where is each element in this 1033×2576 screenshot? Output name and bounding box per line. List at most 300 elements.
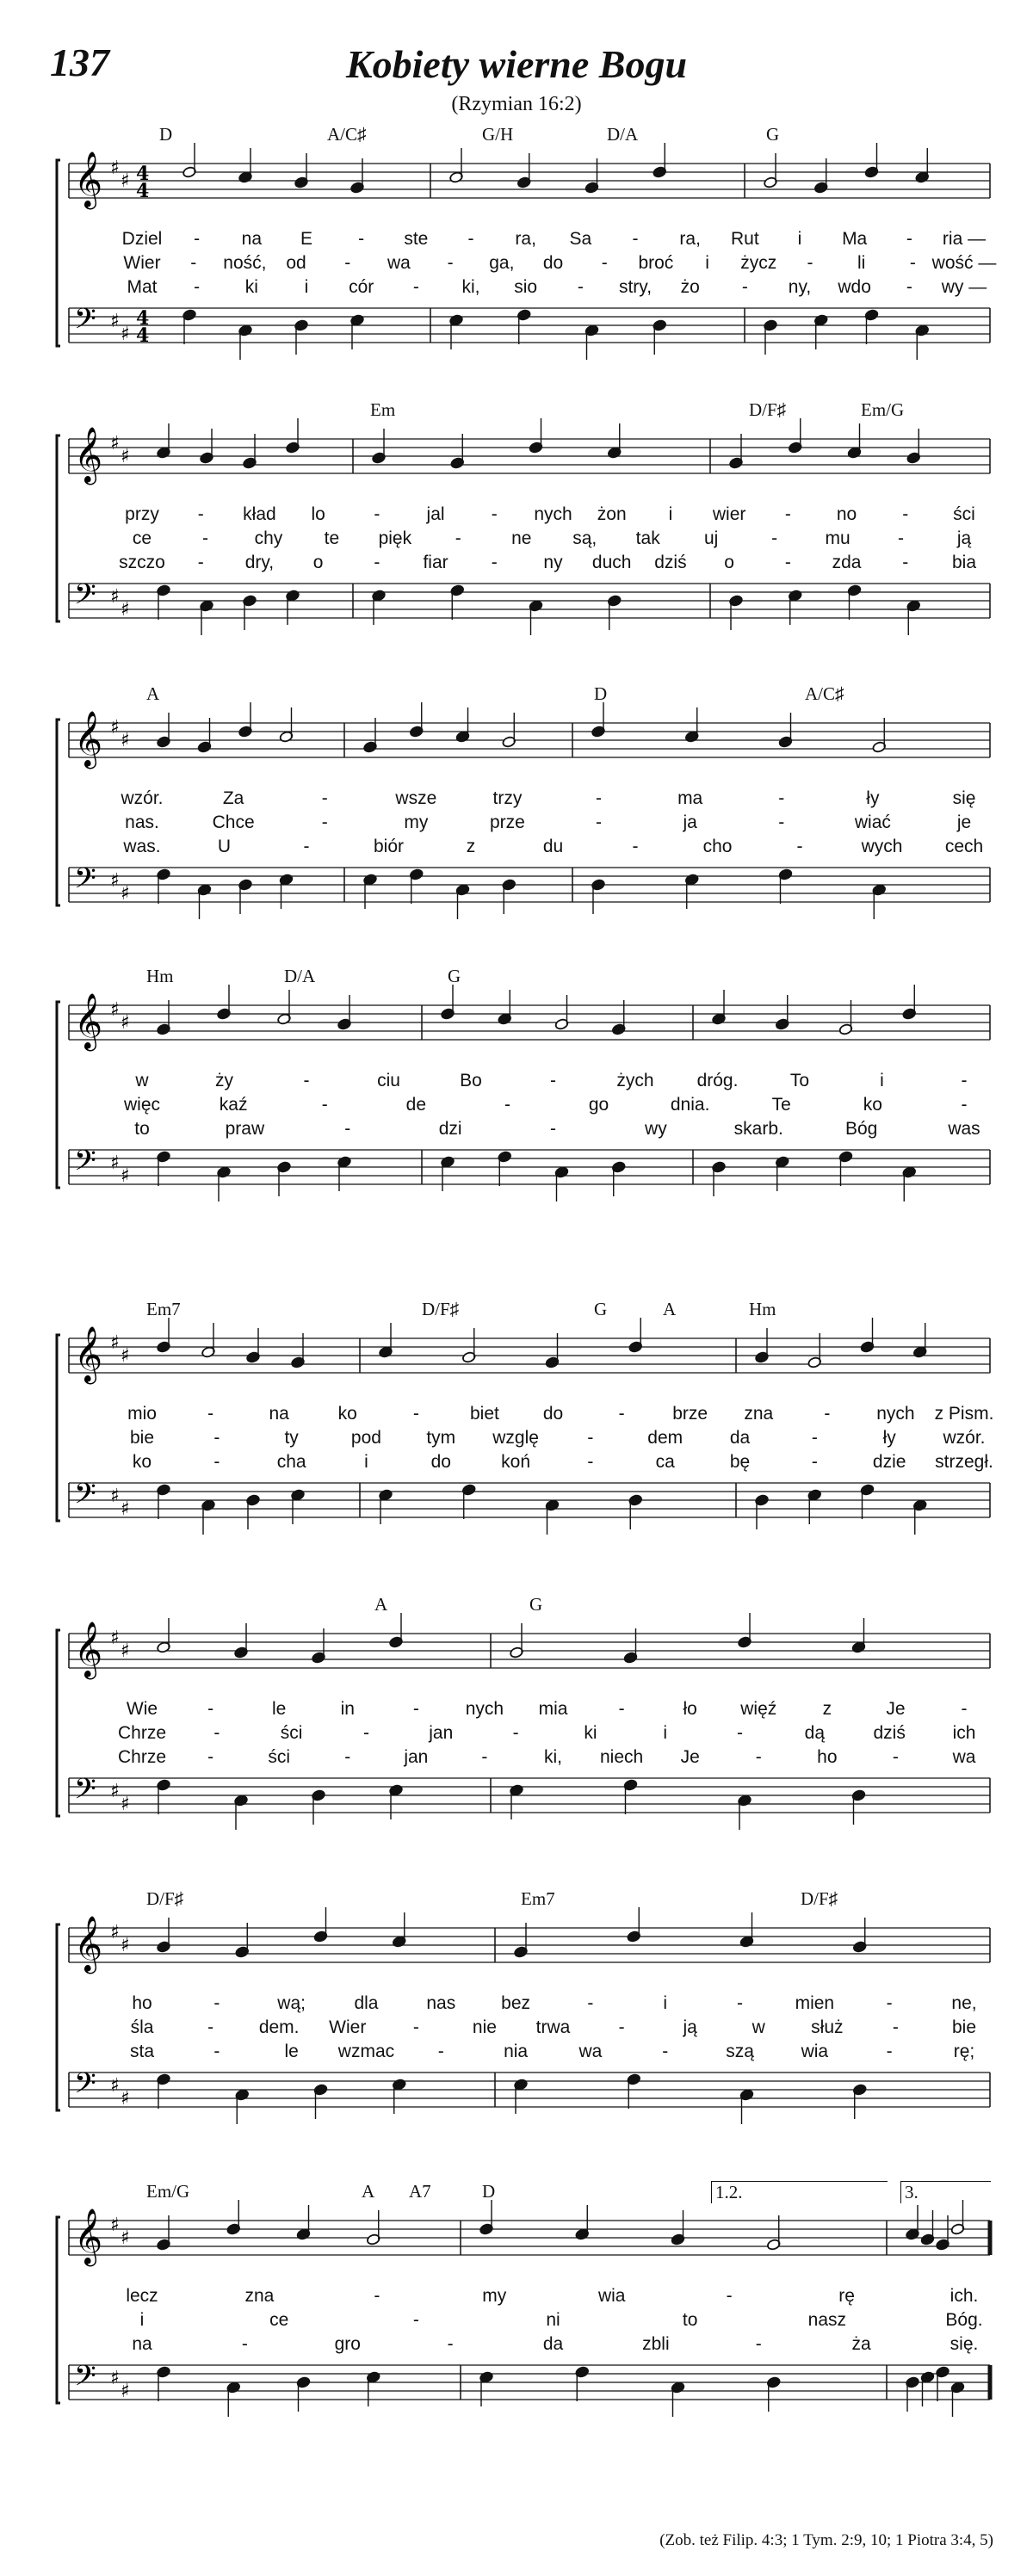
lyric-syllable: ne: [511, 528, 532, 548]
sharp-icon: ♯: [121, 2088, 130, 2110]
lyric-syllable: szczo: [119, 553, 165, 572]
lyric-hyphen: -: [961, 1699, 968, 1719]
lyric-syllable: jan: [429, 1723, 454, 1743]
lyric-syllable: zbli: [642, 2334, 670, 2354]
lyric-syllable: kaź: [219, 1095, 248, 1115]
sharp-icon: ♯: [110, 2075, 120, 2097]
lyric-hyphen: -: [807, 253, 813, 273]
lyric-hyphen: -: [344, 253, 351, 273]
sharp-icon: ♯: [121, 170, 130, 192]
sharp-icon: ♯: [121, 1498, 130, 1520]
lyric-syllable: ma: [677, 788, 703, 808]
lyric-hyphen: -: [909, 253, 916, 273]
sharp-icon: ♯: [121, 2227, 130, 2249]
lyric-syllable: się.: [949, 2334, 979, 2354]
chord-symbol: D: [594, 683, 608, 704]
treble-clef-icon: 𝄞: [74, 151, 103, 207]
chord-symbol: Em/G: [861, 399, 905, 420]
sharp-icon: ♯: [110, 1486, 120, 1507]
lyric-syllable: cór: [349, 277, 374, 297]
music-system: [0, 1594, 1033, 1857]
lyric-syllable: zda: [832, 553, 862, 572]
bass-clef-icon: 𝄢: [74, 303, 96, 343]
lyric-syllable: te: [324, 528, 340, 548]
staff-graphic: [0, 2186, 1033, 2444]
lyric-hyphen: -: [632, 229, 639, 249]
sharp-icon: ♯: [121, 1165, 130, 1187]
lyric-hyphen: -: [898, 528, 905, 548]
chord-symbol: D/F♯: [146, 1888, 184, 1909]
lyric-syllable: niech: [599, 1747, 644, 1767]
lyric-syllable: praw: [225, 1119, 265, 1139]
chord-symbol: D: [482, 2181, 496, 2202]
lyric-syllable: ca: [655, 1452, 675, 1472]
sharp-icon: ♯: [121, 446, 130, 467]
sharp-icon: ♯: [110, 870, 120, 892]
lyric-syllable: ga,: [489, 253, 515, 273]
lyric-syllable: go: [588, 1095, 609, 1115]
lyric-syllable: ły: [866, 788, 880, 808]
lyric-syllable: pięk: [378, 528, 412, 548]
chord-symbol: G: [594, 1299, 608, 1319]
lyric-hyphen: -: [601, 253, 608, 273]
lyric-syllable: ły: [882, 1428, 896, 1448]
lyric-syllable: nia: [504, 2042, 529, 2061]
chord-symbol: A/C♯: [805, 683, 844, 704]
lyric-hyphen: -: [241, 2334, 248, 2354]
lyric-hyphen: -: [213, 1428, 220, 1448]
lyric-hyphen: -: [194, 229, 201, 249]
lyric-syllable: Ma: [842, 229, 868, 249]
lyric-syllable: U: [217, 837, 232, 856]
lyric-hyphen: -: [303, 1071, 310, 1090]
lyric-hyphen: -: [587, 1452, 594, 1472]
lyric-syllable: fiar: [423, 553, 448, 572]
lyric-syllable: wy: [645, 1119, 667, 1139]
lyric-syllable: dą: [804, 1723, 826, 1743]
chord-symbol: Em/G: [146, 2181, 190, 2202]
lyric-syllable: szą: [726, 2042, 754, 2061]
lyric-syllable: ne,: [951, 1993, 977, 2013]
bass-clef-icon: 𝄢: [74, 862, 96, 902]
sharp-icon: ♯: [121, 1794, 130, 1815]
lyric-hyphen: -: [344, 1747, 351, 1767]
lyric-syllable: E: [300, 229, 313, 249]
lyric-syllable: wzglę: [492, 1428, 539, 1448]
lyric-syllable: są,: [572, 528, 597, 548]
lyric-syllable: Je: [680, 1747, 700, 1767]
lyric-syllable: ści: [953, 504, 975, 524]
lyric-syllable: jan: [404, 1747, 429, 1767]
lyric-syllable: li: [857, 253, 866, 273]
lyric-syllable: żych: [616, 1071, 654, 1090]
lyric-hyphen: -: [632, 837, 639, 856]
lyric-syllable: do: [542, 253, 564, 273]
scripture-references: (Zob. też Filip. 4:3; 1 Tym. 2:9, 10; 1 Piotra 3:4, 5): [659, 2531, 993, 2549]
lyric-hyphen: -: [190, 253, 197, 273]
lyric-syllable: na: [241, 229, 263, 249]
lyric-syllable: stry,: [618, 277, 653, 297]
lyric-hyphen: -: [587, 1428, 594, 1448]
lyric-syllable: więc: [123, 1095, 161, 1115]
lyric-syllable: Wier: [329, 2017, 367, 2037]
lyric-syllable: wy —: [941, 277, 987, 297]
lyric-hyphen: -: [811, 1428, 818, 1448]
sharp-icon: ♯: [110, 311, 120, 332]
sharp-icon: ♯: [110, 586, 120, 608]
lyric-syllable: gro: [334, 2334, 361, 2354]
system-bracket: [57, 1924, 60, 2110]
lyric-syllable: wzmac: [337, 2042, 395, 2061]
music-system: [0, 1299, 1033, 1562]
lyric-syllable: wa: [387, 253, 411, 273]
chord-symbol: A: [374, 1594, 388, 1615]
chord-symbol: G: [448, 966, 461, 986]
lyric-syllable: To: [789, 1071, 810, 1090]
lyric-syllable: i: [705, 253, 709, 273]
lyric-syllable: dem.: [258, 2017, 300, 2037]
lyric-syllable: dzie: [872, 1452, 906, 1472]
lyric-syllable: uj: [703, 528, 719, 548]
lyric-syllable: Rut: [730, 229, 759, 249]
lyric-hyphen: -: [358, 229, 365, 249]
lyric-syllable: dziś: [873, 1723, 906, 1743]
lyric-syllable: dzi: [438, 1119, 462, 1139]
lyric-syllable: koń: [501, 1452, 531, 1472]
lyric-hyphen: -: [447, 2334, 454, 2354]
lyric-syllable: rę;: [953, 2042, 975, 2061]
lyric-hyphen: -: [197, 504, 204, 524]
lyric-syllable: ko: [863, 1095, 882, 1115]
lyric-hyphen: -: [374, 553, 380, 572]
chord-symbol: Hm: [749, 1299, 776, 1319]
lyric-syllable: nych: [465, 1699, 504, 1719]
lyric-syllable: Dziel: [121, 229, 163, 249]
lyric-hyphen: -: [213, 2042, 220, 2061]
lyric-hyphen: -: [662, 2042, 669, 2061]
bass-clef-icon: 𝄢: [74, 2360, 96, 2400]
lyric-syllable: Chce: [212, 812, 255, 832]
lyric-syllable: o: [724, 553, 734, 572]
lyric-hyphen: -: [504, 1095, 510, 1115]
lyric-syllable: pod: [350, 1428, 381, 1448]
lyric-hyphen: -: [784, 504, 791, 524]
lyric-syllable: Wie: [126, 1699, 158, 1719]
lyric-syllable: żo: [680, 277, 700, 297]
lyric-hyphen: -: [412, 1699, 419, 1719]
time-signature-bottom: 4: [136, 324, 150, 347]
treble-clef-icon: 𝄞: [74, 2208, 103, 2264]
lyric-syllable: bie: [951, 2017, 977, 2037]
lyric-syllable: in: [340, 1699, 355, 1719]
lyric-syllable: ści: [268, 1747, 290, 1767]
lyric-hyphen: -: [374, 504, 380, 524]
lyric-syllable: Za: [222, 788, 244, 808]
lyric-syllable: z Pism.: [934, 1404, 994, 1424]
lyric-hyphen: -: [197, 553, 204, 572]
lyric-hyphen: -: [755, 1747, 762, 1767]
lyric-syllable: ża: [851, 2334, 871, 2354]
lyric-syllable: życz: [740, 253, 777, 273]
lyric-syllable: bę: [729, 1452, 751, 1472]
lyric-hyphen: -: [961, 1095, 968, 1115]
song-title: Kobiety wierne Bogu: [345, 42, 688, 86]
lyric-hyphen: -: [577, 277, 584, 297]
bass-clef-icon: 𝄢: [74, 2067, 96, 2107]
system-bracket: [57, 1630, 60, 1816]
lyric-hyphen: -: [321, 812, 328, 832]
lyric-hyphen: -: [892, 1747, 899, 1767]
lyric-syllable: Chrze: [117, 1723, 167, 1743]
lyric-syllable: wych: [861, 837, 903, 856]
lyric-syllable: biet: [469, 1404, 499, 1424]
sharp-icon: ♯: [121, 883, 130, 905]
lyric-syllable: de: [405, 1095, 427, 1115]
lyric-syllable: Bo: [460, 1071, 482, 1090]
sharp-icon: ♯: [110, 2368, 120, 2389]
song-number: 137: [50, 40, 109, 84]
lyric-hyphen: -: [491, 553, 498, 572]
lyric-syllable: da: [542, 2334, 564, 2354]
song-subtitle: (Rzymian 16:2): [451, 93, 582, 115]
system-bracket: [57, 436, 60, 621]
lyric-syllable: nas.: [125, 812, 159, 832]
lyric-syllable: ki: [244, 277, 258, 297]
lyric-hyphen: -: [344, 1119, 351, 1139]
lyric-syllable: duch: [591, 553, 632, 572]
lyric-syllable: i: [663, 1993, 668, 2013]
lyric-syllable: i: [663, 1723, 668, 1743]
lyric-syllable: i: [364, 1452, 368, 1472]
lyric-syllable: Chrze: [117, 1747, 167, 1767]
sharp-icon: ♯: [121, 1935, 130, 1956]
lyric-syllable: i: [304, 277, 309, 297]
sharp-icon: ♯: [110, 717, 120, 738]
lyric-syllable: rę: [838, 2286, 855, 2306]
lyric-syllable: ki,: [544, 1747, 562, 1767]
lyric-hyphen: -: [886, 1993, 893, 2013]
sharp-icon: ♯: [110, 999, 120, 1021]
lyric-hyphen: -: [213, 1452, 220, 1472]
lyric-hyphen: -: [412, 2017, 419, 2037]
lyric-hyphen: -: [207, 2017, 214, 2037]
lyric-hyphen: -: [892, 2017, 899, 2037]
lyric-syllable: w: [752, 2017, 765, 2037]
lyric-hyphen: -: [207, 1699, 214, 1719]
lyric-syllable: i: [797, 229, 802, 249]
music-system: [0, 683, 1033, 947]
chord-symbol: A: [362, 2181, 375, 2202]
lyric-syllable: ty: [284, 1428, 299, 1448]
chord-symbol: D/F♯: [749, 399, 787, 420]
lyric-syllable: je: [956, 812, 972, 832]
lyric-syllable: od: [286, 253, 306, 273]
lyric-hyphen: -: [778, 812, 785, 832]
lyric-syllable: i: [139, 2310, 145, 2330]
lyric-syllable: i: [668, 504, 673, 524]
lyric-syllable: strzegł.: [935, 1452, 993, 1472]
lyric-syllable: was.: [123, 837, 161, 856]
treble-clef-icon: 𝄞: [74, 711, 103, 767]
lyric-syllable: w: [135, 1071, 149, 1090]
sharp-icon: ♯: [121, 599, 130, 621]
lyric-hyphen: -: [321, 788, 328, 808]
lyric-syllable: ra,: [515, 229, 536, 249]
lyric-hyphen: -: [961, 1071, 968, 1090]
lyric-hyphen: -: [618, 1699, 625, 1719]
lyric-syllable: tym: [426, 1428, 456, 1448]
lyric-syllable: mia: [538, 1699, 568, 1719]
lyric-hyphen: -: [194, 277, 201, 297]
lyric-hyphen: -: [374, 2286, 380, 2306]
lyric-syllable: na: [269, 1404, 289, 1424]
lyric-hyphen: -: [596, 788, 603, 808]
lyric-hyphen: -: [412, 277, 419, 297]
chord-symbol: D/A: [284, 966, 316, 986]
lyric-syllable: lecz: [126, 2286, 158, 2306]
lyric-syllable: ich: [952, 1723, 976, 1743]
music-system: [0, 124, 1033, 387]
sharp-icon: ♯: [110, 433, 120, 454]
lyric-syllable: my: [482, 2286, 507, 2306]
sharp-icon: ♯: [121, 730, 130, 751]
sharp-icon: ♯: [110, 2215, 120, 2236]
lyric-syllable: ki,: [461, 277, 480, 297]
lyric-syllable: skarb.: [733, 1119, 783, 1139]
lyric-syllable: bia: [951, 553, 977, 572]
system-bracket: [57, 160, 60, 346]
lyric-syllable: nie: [472, 2017, 497, 2037]
lyric-hyphen: -: [737, 1993, 744, 2013]
sharp-icon: ♯: [121, 1012, 130, 1034]
chord-symbol: Hm: [146, 966, 174, 986]
sharp-icon: ♯: [110, 158, 120, 179]
sharp-icon: ♯: [121, 1345, 130, 1367]
system-bracket: [57, 1002, 60, 1188]
lyric-syllable: ni: [546, 2310, 560, 2330]
lyric-syllable: i: [880, 1071, 884, 1090]
lyric-syllable: więź: [740, 1699, 777, 1719]
lyric-hyphen: -: [437, 2042, 444, 2061]
time-signature-top: 4: [136, 307, 150, 330]
time-signature-top: 4: [136, 163, 150, 185]
lyric-syllable: śla: [130, 2017, 154, 2037]
lyric-syllable: was: [948, 1119, 980, 1139]
chord-symbol: G: [529, 1594, 543, 1615]
lyric-syllable: na: [132, 2334, 152, 2354]
lyric-syllable: ko: [337, 1404, 357, 1424]
lyric-hyphen: -: [902, 553, 909, 572]
lyric-syllable: biór: [373, 837, 405, 856]
lyric-hyphen: -: [596, 812, 603, 832]
music-system: [0, 1888, 1033, 2152]
lyric-syllable: ści: [280, 1723, 303, 1743]
lyric-syllable: wzór.: [121, 788, 164, 808]
lyric-syllable: ste: [404, 229, 429, 249]
lyric-syllable: dróg.: [696, 1071, 739, 1090]
sharp-icon: ♯: [110, 1628, 120, 1649]
lyric-hyphen: -: [902, 504, 909, 524]
lyric-syllable: ra,: [679, 229, 701, 249]
lyric-hyphen: -: [784, 553, 791, 572]
lyric-syllable: nas: [426, 1993, 456, 2013]
lyric-hyphen: -: [886, 2042, 893, 2061]
lyric-syllable: chy: [254, 528, 283, 548]
lyric-syllable: wsze: [395, 788, 437, 808]
lyric-syllable: mu: [825, 528, 851, 548]
lyric-syllable: nych: [534, 504, 572, 524]
lyric-hyphen: -: [481, 1747, 488, 1767]
lyric-syllable: ny: [543, 553, 563, 572]
lyric-syllable: służ: [811, 2017, 844, 2037]
lyric-syllable: wa: [952, 1747, 976, 1767]
lyric-syllable: ich.: [949, 2286, 979, 2306]
chord-symbol: D/F♯: [801, 1888, 838, 1909]
lyric-syllable: bie: [129, 1428, 155, 1448]
lyric-hyphen: -: [512, 1723, 519, 1743]
lyric-syllable: dla: [354, 1993, 379, 2013]
lyric-syllable: zna: [744, 1404, 774, 1424]
lyric-syllable: dry,: [244, 553, 275, 572]
chord-symbol: G/H: [482, 124, 514, 145]
chord-symbol: A7: [409, 2181, 431, 2202]
bass-clef-icon: 𝄢: [74, 1773, 96, 1813]
lyric-hyphen: -: [207, 1404, 214, 1424]
lyric-syllable: my: [404, 812, 429, 832]
lyric-syllable: się: [952, 788, 976, 808]
lyric-hyphen: -: [455, 528, 461, 548]
lyric-syllable: tak: [635, 528, 660, 548]
chord-symbol: A: [663, 1299, 677, 1319]
lyric-syllable: jal: [426, 504, 445, 524]
lyric-hyphen: -: [321, 1095, 328, 1115]
chord-symbol: G: [766, 124, 780, 145]
lyric-hyphen: -: [741, 277, 748, 297]
bass-clef-icon: 𝄢: [74, 578, 96, 618]
music-system: [0, 2181, 1033, 2444]
sharp-icon: ♯: [121, 324, 130, 345]
lyric-syllable: żon: [597, 504, 627, 524]
chord-symbol: Em7: [521, 1888, 555, 1909]
lyric-hyphen: -: [811, 1452, 818, 1472]
lyric-syllable: cha: [276, 1452, 306, 1472]
sharp-icon: ♯: [110, 1781, 120, 1802]
system-bracket: [57, 2217, 60, 2403]
lyric-syllable: cho: [702, 837, 733, 856]
lyric-syllable: ją: [683, 2017, 697, 2037]
lyric-syllable: sio: [514, 277, 538, 297]
lyric-syllable: prze: [490, 812, 525, 832]
treble-clef-icon: 𝄞: [74, 1622, 103, 1677]
lyric-syllable: ży: [215, 1071, 233, 1090]
lyric-syllable: ho: [132, 1993, 152, 2013]
lyric-hyphen: -: [550, 1071, 556, 1090]
lyric-syllable: dnia.: [670, 1095, 710, 1115]
bass-clef-icon: 𝄢: [74, 1478, 96, 1517]
lyric-hyphen: -: [771, 528, 778, 548]
lyric-syllable: bez: [501, 1993, 531, 2013]
lyric-syllable: wiać: [854, 812, 891, 832]
lyric-syllable: przy: [125, 504, 159, 524]
lyric-syllable: broć: [638, 253, 674, 273]
lyric-syllable: dziś: [654, 553, 687, 572]
sharp-icon: ♯: [110, 1922, 120, 1943]
lyric-hyphen: -: [618, 1404, 625, 1424]
lyric-hyphen: -: [778, 788, 785, 808]
lyric-syllable: wa: [578, 2042, 603, 2061]
lyric-hyphen: -: [726, 2286, 733, 2306]
lyric-syllable: wia: [597, 2286, 626, 2306]
